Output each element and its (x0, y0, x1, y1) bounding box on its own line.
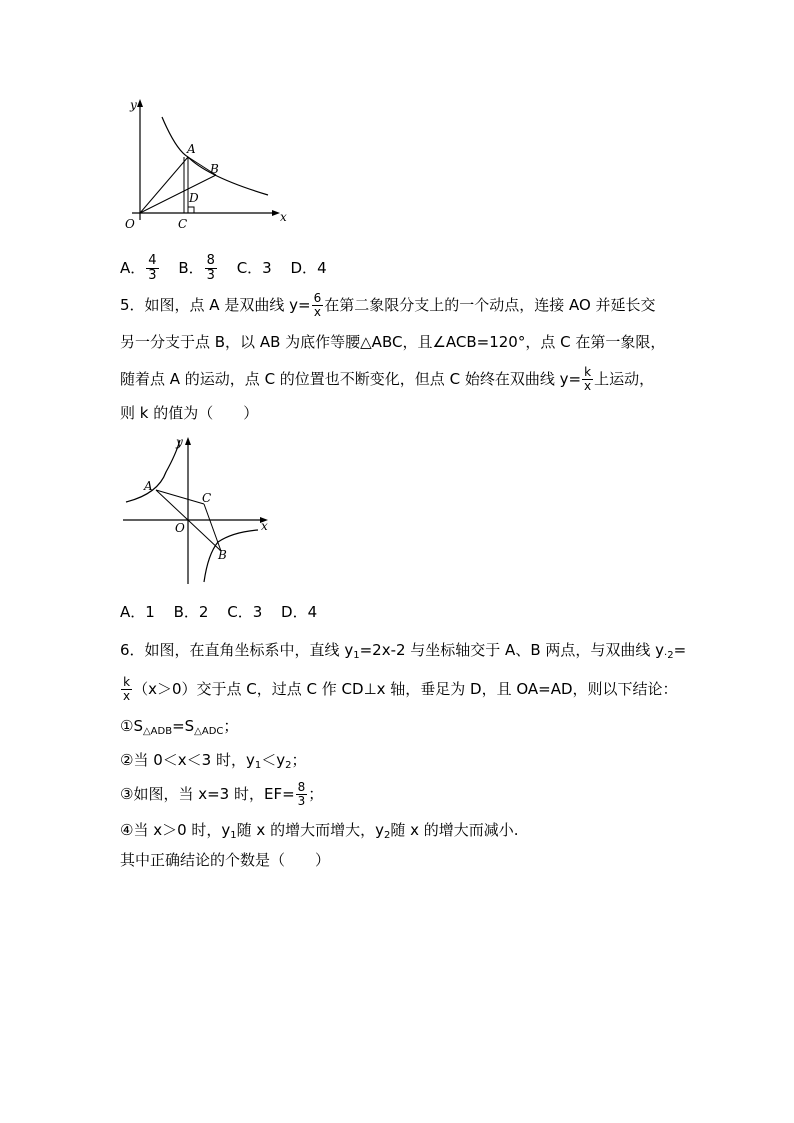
fig1-label-C: C (178, 217, 188, 231)
q5-line-3: 随着点 A 的运动，点 C 的位置也不断变化，但点 C 始终在双曲线 y= $\frac{k}{x}$ 上运动， (120, 365, 655, 393)
q4-option-d[interactable]: D．4 (290, 259, 327, 277)
fig2-label-y: y (176, 435, 183, 449)
q6-conclusion-3: ③如图，当 x=3 时，EF= $\frac{8}{3}$ ； (120, 780, 324, 808)
q5-line-1: 5．如图，点 A 是双曲线 y= $\frac{6}{x}$ 在第二象限分支上的一个动点，连接 AO 并延长交 (120, 291, 656, 319)
q6-conclusion-4: ④当 x＞0 时，$y_1$随 x 的增大而增大，$y_2$随 x 的增大而减小. (120, 821, 519, 841)
q4-option-a[interactable]: A． $\frac{4}{3}$ (120, 253, 157, 283)
fig2-label-x: x (261, 519, 268, 533)
fig2-label-A: A (144, 479, 153, 493)
fig1-label-y: y (130, 98, 137, 112)
q6-line-2: $\frac{k}{x}$ （x＞0）交于点 C，过点 C 作 CD⊥x 轴，垂足为 D，且 OA=AD，则以下结论： (123, 675, 678, 703)
fig1-label-D: D (189, 191, 199, 205)
q6-conclusion-1: $①S_{\triangle ADB}=S_{\triangle ADC}$； (120, 717, 239, 737)
figure-q4 (118, 95, 293, 235)
q5-option-b[interactable]: B．2 (173, 603, 209, 621)
fig2-label-B: B (218, 548, 227, 562)
fig1-label-O: O (125, 217, 135, 231)
q4-options (120, 254, 341, 283)
figure-q5 (118, 432, 278, 592)
q6-line-1: 6．如图，在直角坐标系中，直线 $y_1=2x-2$ 与坐标轴交于 A、B 两点，与双曲线 $y_{\cdot 2}=$ (120, 641, 687, 661)
q4-option-c[interactable]: C．3 (236, 259, 272, 277)
q5-option-c[interactable]: C．3 (227, 603, 263, 621)
fig1-label-B: B (210, 162, 219, 176)
q5-line-4: 则 k 的值为（ ） (120, 404, 259, 422)
fig2-label-C: C (202, 491, 212, 505)
q6-question-end: 其中正确结论的个数是（ ） (120, 851, 331, 869)
q5-option-d[interactable]: D．4 (281, 603, 318, 621)
q4-option-b[interactable]: B． $\frac{8}{3}$ (178, 253, 215, 283)
fig2-label-O: O (175, 521, 185, 535)
q5-options (120, 602, 331, 622)
q5-line-2: 另一分支于点 B，以 AB 为底作等腰△ABC，且∠ACB=120°，点 C 在第一象限， (120, 333, 666, 351)
q5-option-a[interactable]: A．1 (120, 603, 155, 621)
fig1-label-x: x (280, 210, 287, 224)
fig1-label-A: A (187, 142, 196, 156)
q6-conclusion-2: ②当 0＜x＜3 时，$y_1<y_2$； (120, 751, 307, 771)
